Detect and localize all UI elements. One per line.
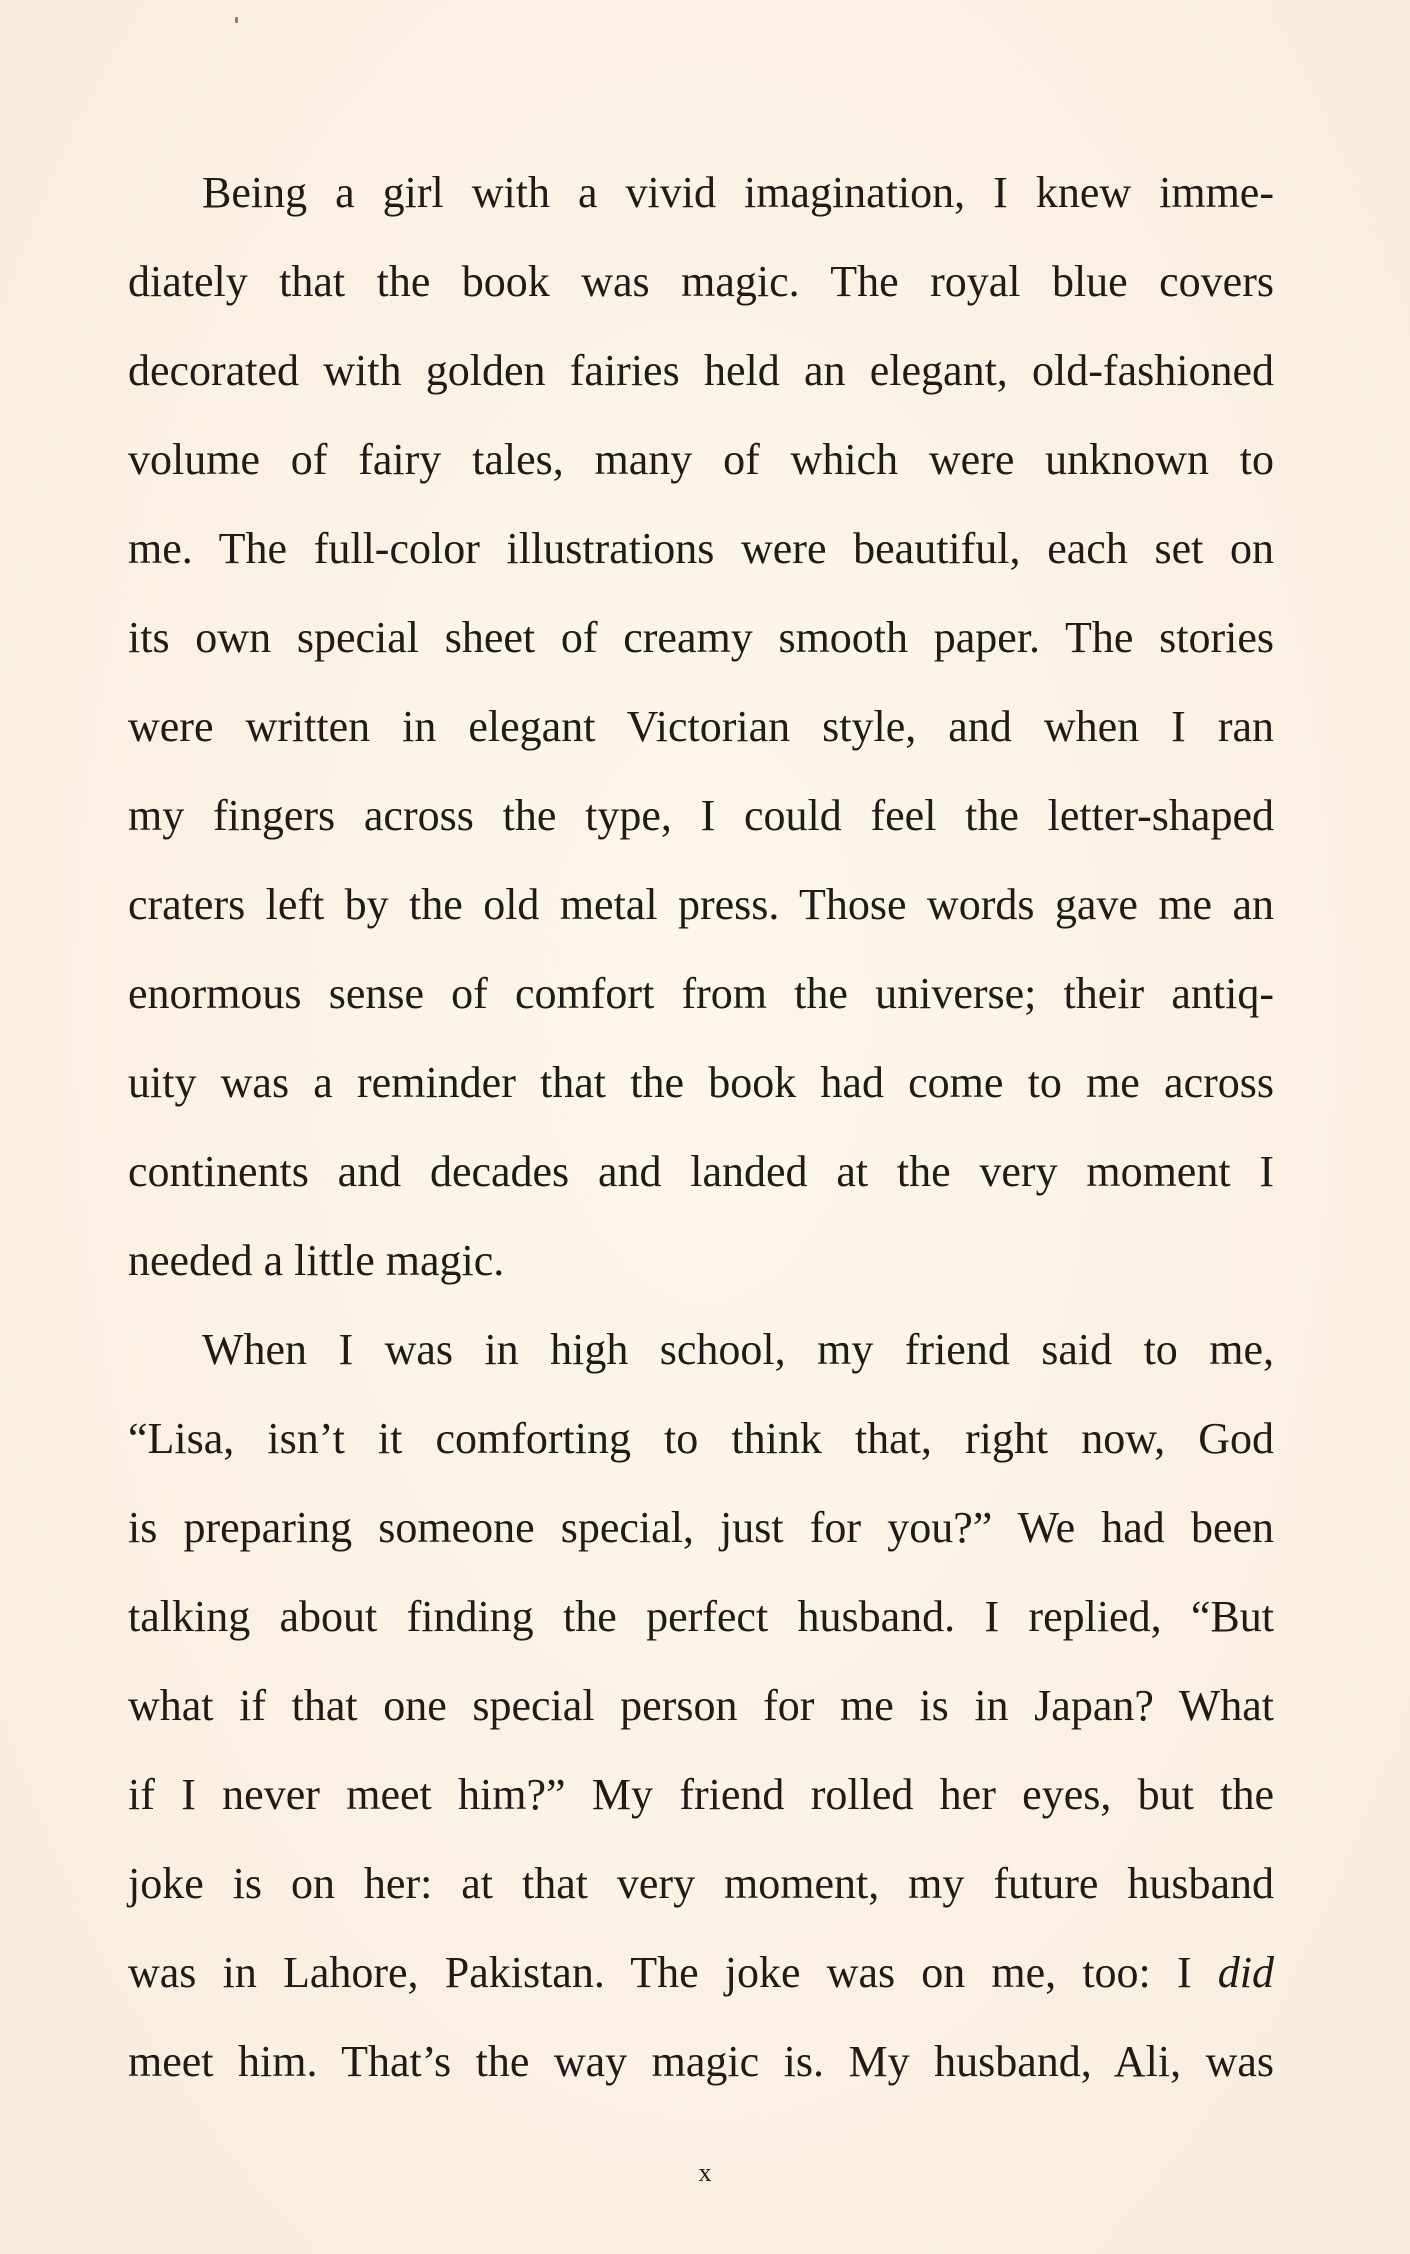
text-line: diately that the book was magic. The royal blue covers	[128, 257, 1274, 306]
text-line: what if that one special person for me is in Japan? What	[128, 1681, 1274, 1730]
text-line: decorated with golden fairies held an elegant, old-fashioned	[128, 346, 1274, 395]
text-line: volume of fairy tales, many of which were unknown to	[128, 435, 1274, 484]
text-line: continents and decades and landed at the very moment I	[128, 1147, 1274, 1196]
body-text	[128, 148, 1274, 2106]
paragraph-1	[128, 148, 1274, 1305]
text-line: When I was in high school, my friend said to me,	[202, 1325, 1274, 1374]
text-line: me. The full-color illustrations were beautiful, each set on	[128, 524, 1274, 573]
text-line: needed a little magic.	[128, 1236, 505, 1285]
text-line: “Lisa, isn’t it comforting to think that, right now, God	[128, 1414, 1274, 1463]
text-line: joke is on her: at that very moment, my future husband	[128, 1859, 1274, 1908]
text-line: if I never meet him?” My friend rolled her eyes, but the	[128, 1770, 1274, 1819]
text-line: meet him. That’s the way magic is. My husband, Ali, was	[128, 2037, 1274, 2086]
text-line: talking about finding the perfect husband. I replied, “But	[128, 1592, 1274, 1641]
text-line: is preparing someone special, just for you?” We had been	[128, 1503, 1274, 1552]
text-line	[128, 1928, 1274, 2017]
text-line: enormous sense of comfort from the universe; their antiq-	[128, 969, 1274, 1018]
text-segment: was in Lahore, Pakistan. The joke was on me, too: I	[128, 1948, 1218, 1997]
text-line: Being a girl with a vivid imagination, I knew imme-	[202, 168, 1274, 217]
italic-word: did	[1217, 1948, 1274, 1997]
text-line: uity was a reminder that the book had come to me across	[128, 1058, 1274, 1107]
paragraph-2	[128, 1305, 1274, 2106]
text-line: were written in elegant Victorian style, and when I ran	[128, 702, 1274, 751]
text-line: my fingers across the type, I could feel the letter-shaped	[128, 791, 1274, 840]
paper-speck	[235, 17, 238, 23]
text-line: craters left by the old metal press. Those words gave me an	[128, 880, 1274, 929]
page-number: x	[698, 2158, 712, 2187]
text-line: its own special sheet of creamy smooth paper. The stories	[128, 613, 1274, 662]
